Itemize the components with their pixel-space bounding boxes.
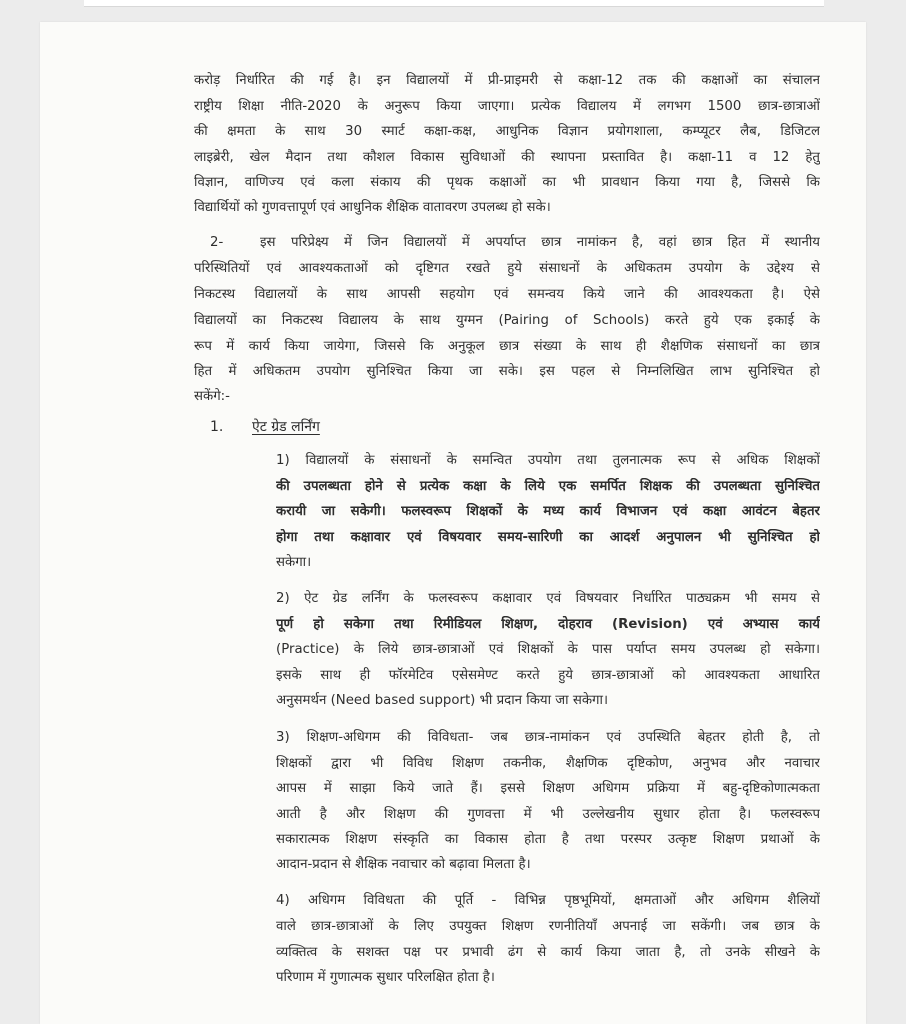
text-line: इसके साथ ही फॉरमेटिव एसेसमेण्ट करते हुये छात्र-छात्राओं को आवश्यकता आधारित [276,668,820,683]
text-line: करायी जा सकेगी। फलस्वरूप शिक्षकों के मध्य कार्य विभाजन एवं कक्षा आवंटन बेहतर [276,504,820,519]
text-line: आती है और शिक्षण की गुणवत्ता में भी उल्लेखनीय सुधार होता है। फलस्वरूप [276,807,820,822]
text-line: वाले छात्र-छात्राओं के लिए उपयुक्त शिक्षण रणनीतियाँ अपनाई जा सकेंगी। जब छात्र के [276,919,820,934]
text-line: 4) अधिगम विविधता की पूर्ति - विभिन्न पृष्ठभूमियों, क्षमताओं और अधिगम शैलियों [276,893,820,908]
text-line: शिक्षकों द्वारा भी विविध शिक्षण तकनीक, शैक्षणिक दृष्टिकोण, अनुभव और नवाचार [276,756,820,771]
text-line: लाइब्रेरी, खेल मैदान तथा कौशल विकास सुविधाओं की स्थापना प्रस्तावित है। कक्षा-11 व 12 हेतु [194,150,820,165]
text-line: आदान-प्रदान से शैक्षिक नवाचार को बढ़ावा मिलता है। [276,857,531,872]
section-number: 1. [210,419,224,435]
text-line: 2) ऐट ग्रेड लर्निंग के फलस्वरूप कक्षावार एवं विषयवार निर्धारित पाठ्यक्रम भी समय से [276,591,820,606]
text-line: सकेगा। [276,555,312,570]
text-line: की क्षमता के साथ 30 स्मार्ट कक्षा-कक्ष, आधुनिक विज्ञान प्रयोगशाला, कम्प्यूटर लैब, डिजिटल [194,124,820,139]
text-line: पूर्ण हो सकेगा तथा रिमीडियल शिक्षण, दोहराव (Revision) एवं अभ्यास कार्य [276,617,820,632]
text-line: विज्ञान, वाणिज्य एवं कला संकाय की पृथक कक्षाओं का भी प्रावधान किया गया है, जिससे कि [194,175,820,190]
text-line: विद्यालयों का निकटस्थ विद्यालय के साथ युग्मन (Pairing of Schools) करते हुये एक इकाई के [194,313,820,328]
previous-page-edge [84,0,824,7]
text-line: रूप में कार्य किया जायेगा, जिससे कि अनुकूल छात्र संख्या के साथ ही शैक्षणिक संसाधनों का छात्र [194,339,820,354]
text-line: सकारात्मक शिक्षण संस्कृति का विकास होता है तथा परस्पर उत्कृष्ट शिक्षण प्रथाओं के [276,832,820,847]
text-line: निकटस्थ विद्यालयों के साथ आपसी सहयोग एवं समन्वय किये जाने की आवश्यकता है। ऐसे [194,287,820,302]
section-heading: ऐट ग्रेड लर्निंग [252,419,320,435]
text-line: आपस में साझा किये जाते हैं। इससे शिक्षण अधिगम प्रक्रिया में बहु-दृष्टिकोणात्मकता [276,781,820,796]
text-line: अनुसमर्थन (Need based support) भी प्रदान किया जा सकेगा। [276,693,609,708]
text-line: 3) शिक्षण-अधिगम की विविधता- जब छात्र-नामांकन एवं उपस्थिति बेहतर होती है, तो [276,730,820,745]
text-line: करोड़ निर्धारित की गई है। इन विद्यालयों में प्री-प्राइमरी से कक्षा-12 तक की कक्षाओं का संचालन [194,73,820,88]
text-line: हित में अधिकतम उपयोग सुनिश्चित किया जा सके। इस पहल से निम्नलिखित लाभ सुनिश्चित हो [194,364,820,379]
text-line: 1) विद्यालयों के संसाधनों के समन्वित उपयोग तथा तुलनात्मक रूप से अधिक शिक्षकों [276,453,820,468]
text-line: होगा तथा कक्षावार एवं विषयवार समय-सारिणी का आदर्श अनुपालन भी सुनिश्चित हो [276,530,820,545]
text-line: की उपलब्धता होने से प्रत्येक कक्षा के लिये एक समर्पित शिक्षक की उपलब्धता सुनिश्चित [276,479,820,494]
text-line: परिस्थितियों एवं आवश्यकताओं को दृष्टिगत रखते हुये संसाधनों के अधिकतम उपयोग के उद्देश्य से [194,261,820,276]
text-line: परिणाम में गुणात्मक सुधार परिलक्षित होता है। [276,970,495,985]
document-page [40,22,866,1024]
text-line: इस परिप्रेक्ष्य में जिन विद्यालयों में अपर्याप्त छात्र नामांकन है, वहां छात्र हित में स्थानीय [260,235,820,250]
text-line: (Practice) के लिये छात्र-छात्राओं एवं शिक्षकों के पास पर्याप्त समय उपलब्ध हो सकेगा। [276,642,820,657]
paragraph-number: 2- [210,235,224,250]
text-line: राष्ट्रीय शिक्षा नीति-2020 के अनुरूप किया जाएगा। प्रत्येक विद्यालय में लगभग 1500 छात्र-छात्राओं [194,99,820,114]
text-line: सकेंगे:- [194,389,230,404]
text-line: व्यक्तित्व के सशक्त पक्ष पर प्रभावी ढंग से कार्य किया जाता है, तो उनके सीखने के [276,945,820,960]
text-line: विद्यार्थियों को गुणवत्तापूर्ण एवं आधुनिक शैक्षिक वातावरण उपलब्ध हो सके। [194,200,551,215]
